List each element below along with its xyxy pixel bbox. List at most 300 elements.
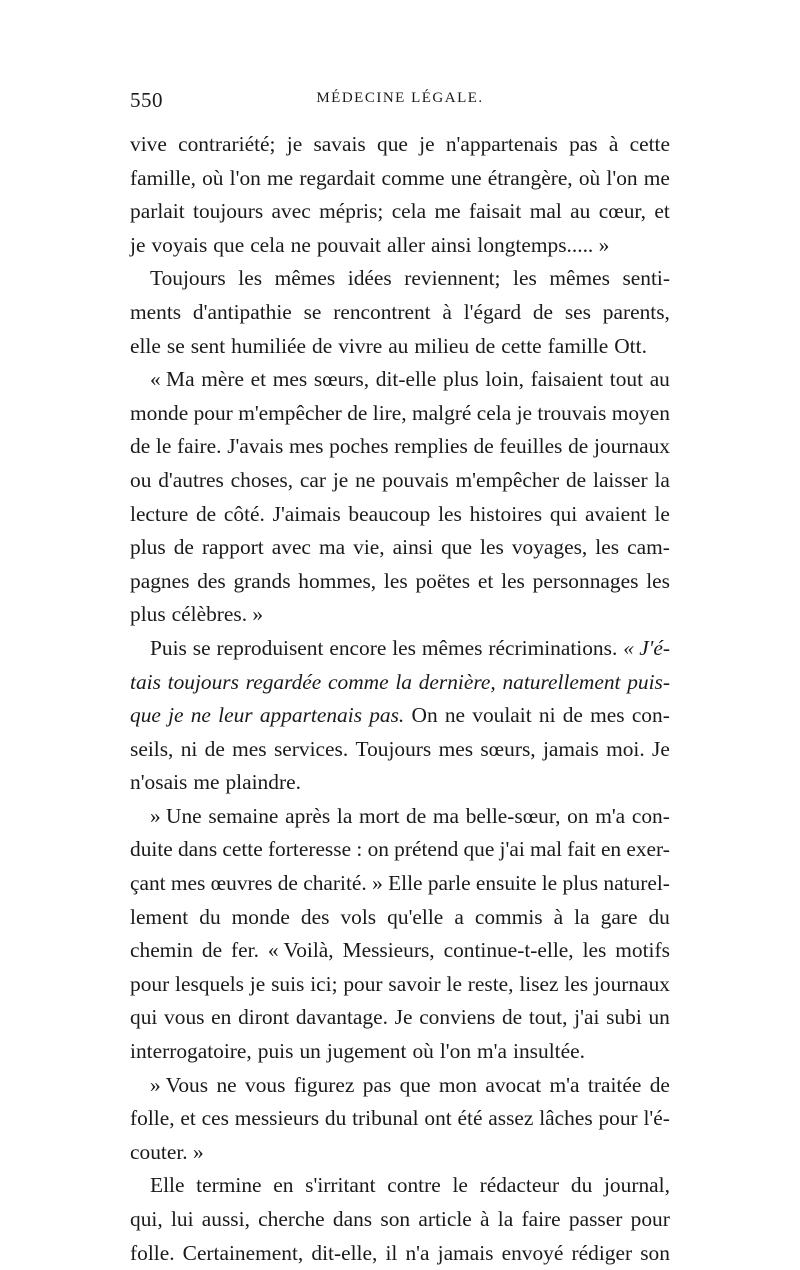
body-text (130, 128, 670, 1270)
word: tribunal (352, 1106, 419, 1131)
word: pouvait (316, 232, 381, 257)
text-line (130, 632, 670, 666)
word: de (406, 803, 427, 828)
word: été (457, 1106, 483, 1131)
word: où (578, 165, 601, 190)
word: côté. (223, 501, 265, 526)
word: les (501, 568, 525, 593)
word: puis- (627, 669, 670, 694)
word: vie, (353, 535, 385, 560)
word: en (273, 1173, 294, 1198)
word: car (299, 467, 327, 492)
word: toujours (167, 669, 239, 694)
word: a (454, 904, 464, 929)
word: interrogatoire, (130, 1039, 252, 1064)
word: ont (424, 1106, 452, 1131)
word: de (195, 501, 217, 526)
word: cam- (627, 535, 670, 560)
word: ne (355, 467, 376, 492)
word: faire (521, 1207, 561, 1231)
word: faisait (469, 199, 522, 224)
word: poches (329, 434, 389, 459)
word: la (336, 803, 353, 828)
word: parlait (130, 199, 185, 224)
word: cela (476, 400, 512, 425)
word: rédacteur (479, 1173, 560, 1198)
word: parents, (602, 299, 670, 324)
word: Je (394, 1005, 413, 1030)
word: pas. (369, 703, 405, 728)
text-line (130, 901, 670, 935)
word: Toujours (355, 736, 432, 761)
word: histoires (469, 501, 543, 526)
word: choses, (230, 467, 294, 492)
word: les (383, 568, 408, 593)
word: de (130, 434, 151, 459)
word: à (608, 132, 619, 156)
word: que (399, 1072, 431, 1097)
word: davantage. (295, 1005, 388, 1030)
word: dans (177, 837, 218, 862)
word: je (286, 132, 303, 156)
word: ni (538, 703, 556, 728)
text-line (130, 1203, 670, 1237)
word: lâches (539, 1106, 593, 1131)
text-line (130, 330, 670, 364)
word: et (180, 1106, 196, 1131)
word: je (419, 132, 435, 156)
word: puis (257, 1039, 294, 1064)
text-line (130, 766, 670, 800)
word: toujours (193, 199, 264, 224)
text-line (130, 162, 670, 196)
word: dit-elle (375, 367, 437, 392)
word: humiliée (231, 333, 307, 358)
word: « Ma (150, 367, 195, 392)
word: son (640, 1240, 670, 1265)
word: poëtes (415, 568, 471, 593)
word: laisser (593, 467, 648, 492)
word: de (565, 467, 587, 492)
word: ni (180, 736, 198, 761)
word: avec (271, 535, 311, 560)
word: mes (232, 736, 267, 761)
word: feuilles (499, 434, 563, 459)
word: se (192, 635, 211, 660)
word: où (202, 165, 224, 190)
word: couter. » (130, 1139, 204, 1164)
word: Je (652, 736, 670, 761)
word: appartenais (259, 703, 363, 728)
word: exer- (626, 837, 670, 862)
word: de (568, 434, 589, 459)
word: mêmes (274, 266, 336, 291)
word: de (204, 736, 225, 761)
word: sent (190, 333, 226, 358)
word: Messieurs, (342, 938, 435, 963)
word: qui, (130, 1207, 163, 1231)
word: du (648, 904, 670, 929)
word: cherche (258, 1207, 325, 1231)
word: les (480, 535, 504, 560)
word: mes (272, 367, 308, 392)
word: jamais (437, 1240, 494, 1265)
word: je (332, 467, 349, 492)
text-line (130, 1102, 670, 1136)
word: les (238, 266, 263, 291)
word: hommes, (298, 568, 377, 593)
word: moi. (606, 736, 645, 761)
word: senti- (622, 266, 670, 291)
word: services. (273, 736, 349, 761)
word: que (213, 232, 245, 257)
word: regardait (299, 165, 376, 190)
word: grands (233, 568, 291, 593)
word: vous (164, 1005, 205, 1030)
word: pour (193, 400, 233, 425)
word: belle-sœur, (465, 803, 561, 828)
word: je (249, 971, 266, 996)
word: du (570, 1173, 593, 1198)
word: les (392, 635, 416, 660)
word: lisez (519, 971, 559, 996)
word: au (649, 367, 670, 392)
word: le (446, 971, 462, 996)
word: le (654, 501, 670, 526)
word: dernière, (418, 669, 496, 694)
word: mes (438, 736, 474, 761)
word: ne (216, 1072, 237, 1097)
word: « Voilà, (267, 938, 334, 963)
word: reviennent; (404, 266, 501, 291)
word: malgré (412, 400, 472, 425)
word: Ott. (614, 333, 647, 358)
text-line (130, 363, 670, 397)
text-line (130, 531, 670, 565)
text-line (130, 262, 670, 296)
word: article (418, 1207, 472, 1231)
word: remplies (394, 434, 468, 459)
word: que (463, 837, 495, 862)
word: vivre (338, 333, 383, 358)
word: regardée (245, 669, 322, 694)
word: pour (598, 1106, 638, 1131)
word: à (480, 1207, 490, 1231)
word: m'a (595, 803, 626, 828)
word: de (532, 299, 554, 324)
word: de (201, 938, 223, 963)
word: longtemps..... » (477, 232, 610, 257)
word: célèbres. » (171, 602, 264, 627)
word: cette (222, 837, 263, 862)
word: que (441, 535, 472, 560)
word: J'aimais (272, 501, 341, 526)
word: une (450, 165, 482, 190)
word: folle, (130, 1106, 175, 1131)
word: Toujours (150, 266, 226, 291)
word: en (600, 837, 622, 862)
word: monde (231, 904, 290, 929)
word: mes (590, 703, 625, 728)
word: lui (170, 1207, 194, 1231)
word: le (452, 1173, 468, 1198)
word: semaine (208, 803, 279, 828)
word: gare (600, 904, 638, 929)
word: voulait (472, 703, 532, 728)
word: tout, (528, 1005, 568, 1030)
word: l'on (229, 165, 261, 190)
word: On (411, 703, 438, 728)
word: me (193, 770, 220, 795)
word: termine (196, 1173, 262, 1198)
word: famille, (130, 165, 196, 190)
word: qu'elle (387, 904, 444, 929)
word: du (324, 1106, 347, 1131)
word: à (442, 299, 452, 324)
word: pas (362, 1072, 392, 1097)
word: on (367, 837, 389, 862)
word: comme (381, 165, 445, 190)
word: cette (629, 132, 670, 156)
text-line (130, 229, 670, 263)
word: ne (290, 232, 311, 257)
word: son (380, 1207, 411, 1231)
word: de (312, 333, 333, 358)
word: mère (201, 367, 244, 392)
word: Puis (150, 635, 187, 660)
text-line (130, 1001, 670, 1035)
word: contrariété; (178, 132, 276, 156)
word: j'ai (499, 837, 525, 862)
word: rapport (201, 535, 264, 560)
word: forteresse : (267, 837, 363, 862)
text-line (130, 598, 670, 632)
word: ainsi (392, 535, 434, 560)
word: je (168, 703, 184, 728)
word: lire, (372, 400, 407, 425)
word: m'empêcher (238, 400, 342, 425)
word: de (475, 333, 496, 358)
word: de (347, 400, 368, 425)
word: avocat (485, 1072, 542, 1097)
word: beaucoup (348, 501, 431, 526)
word: traitée (587, 1072, 642, 1097)
word: ici; (310, 971, 338, 996)
word: d'autres (158, 467, 224, 492)
word: journaux (593, 971, 670, 996)
word: du (199, 904, 221, 929)
word: idées (347, 266, 392, 291)
word: qui (549, 501, 578, 526)
word: messieurs (234, 1106, 320, 1131)
word: ses (564, 299, 591, 324)
word: plus (130, 602, 166, 627)
word: que (130, 703, 161, 728)
word: pouvais (382, 467, 449, 492)
word: faire. (176, 434, 222, 459)
word: ments (130, 299, 182, 324)
word: les (564, 971, 589, 996)
word: rédiger (571, 1240, 633, 1265)
word: œuvres (210, 871, 273, 896)
text-line (130, 565, 670, 599)
word: de (173, 535, 194, 560)
word: con- (631, 803, 670, 828)
word: moyen (611, 400, 670, 425)
word: subi (606, 1005, 642, 1030)
word: contre (387, 1173, 441, 1198)
word: personnages (532, 568, 639, 593)
word: où (412, 1039, 434, 1064)
word: il (385, 1240, 398, 1265)
word: dit-elle, (311, 1240, 378, 1265)
word: mes (170, 871, 206, 896)
word: et (654, 199, 670, 224)
word: la (574, 904, 590, 929)
word: jugement (326, 1039, 407, 1064)
word: lecture (130, 501, 189, 526)
word: çant (130, 871, 166, 896)
word: la (395, 669, 412, 694)
word: n'a (405, 1240, 430, 1265)
text-line (130, 128, 670, 162)
word: J'avais (227, 434, 284, 459)
word: naturellement (502, 669, 621, 694)
word: comme (328, 669, 389, 694)
word: cela (250, 232, 285, 257)
word: n'appartenais (445, 132, 558, 156)
word: tais (130, 669, 161, 694)
word: elle (130, 333, 161, 358)
word: et (477, 568, 494, 593)
word: parle (427, 871, 471, 896)
word: mépris; (319, 199, 384, 224)
word: qui (130, 1005, 158, 1030)
word: le (155, 434, 172, 459)
word: un (299, 1039, 321, 1064)
word: encore (329, 635, 387, 660)
word: pour (343, 971, 383, 996)
word: conviens (419, 1005, 496, 1030)
word: monde (130, 400, 189, 425)
word: prétend (394, 837, 459, 862)
word: avec (271, 199, 311, 224)
word: leur (218, 703, 253, 728)
word: con- (631, 703, 670, 728)
word: les (595, 535, 620, 560)
word: plus (443, 367, 479, 392)
word: l'on (606, 165, 638, 190)
word: » Une (150, 803, 202, 828)
word: suis (271, 971, 305, 996)
word: chemin (130, 938, 193, 963)
word: folle. (130, 1240, 175, 1265)
word: ainsi (431, 232, 472, 257)
word: faisaient (530, 367, 604, 392)
word: reste, (467, 971, 514, 996)
text-line (130, 1035, 670, 1069)
word: l'on (439, 1039, 472, 1064)
word: diront (238, 1005, 290, 1030)
word: commis (474, 904, 543, 929)
word: pas (569, 132, 598, 156)
word: Elle (388, 871, 423, 896)
word: savoir (388, 971, 441, 996)
word: journaux (593, 434, 670, 459)
text-line (130, 1069, 670, 1103)
word: les (646, 568, 670, 593)
text-line (130, 430, 670, 464)
word: mes (289, 434, 324, 459)
word: les (582, 938, 607, 963)
word: des (300, 904, 330, 929)
word: que (377, 132, 408, 156)
word: ma (432, 803, 460, 828)
word: figurez (293, 1072, 355, 1097)
word: la (654, 467, 670, 492)
word: au (388, 333, 409, 358)
word: mal (529, 837, 563, 862)
running-title: MÉDECINE LÉGALE. (316, 90, 484, 106)
word: en (211, 1005, 232, 1030)
word: à (553, 904, 564, 929)
word: seils, (130, 736, 174, 761)
word: je (516, 400, 533, 425)
word: pagnes (130, 568, 190, 593)
text-line (130, 464, 670, 498)
word: assez (488, 1106, 534, 1131)
word: lesquels (175, 971, 244, 996)
word: de (473, 434, 494, 459)
book-page (130, 88, 670, 1270)
word: ne (190, 703, 211, 728)
word: de (649, 1072, 670, 1097)
word: naturel- (603, 871, 670, 896)
word: duite (130, 837, 173, 862)
text-line (130, 968, 670, 1002)
word: passer (568, 1207, 623, 1231)
word: plaindre. (225, 770, 301, 795)
word: récriminations. (488, 635, 618, 660)
text-line (130, 296, 670, 330)
word: sœurs, (313, 367, 370, 392)
word: le (541, 871, 558, 896)
word: famille (547, 333, 609, 358)
text-line (130, 666, 670, 700)
word: motifs (615, 938, 670, 963)
word: voyages, (511, 535, 588, 560)
word: ou (130, 467, 152, 492)
word: un (648, 1005, 670, 1030)
word: lement (130, 904, 189, 929)
text-line (130, 867, 670, 901)
word: dans (332, 1207, 373, 1231)
word: mal (529, 199, 562, 224)
word: loin, (485, 367, 524, 392)
word: et (250, 367, 267, 392)
word: continue-t-elle, (443, 938, 574, 963)
word: Certainement, (182, 1240, 304, 1265)
word: rencontrent (333, 299, 431, 324)
word: envoyé (501, 1240, 564, 1265)
word: mêmes (549, 266, 610, 291)
word: les (438, 501, 462, 526)
word: cœur, (598, 199, 647, 224)
word: de (277, 871, 298, 896)
word: on (567, 803, 589, 828)
text-line (130, 833, 670, 867)
word: des (197, 568, 226, 593)
